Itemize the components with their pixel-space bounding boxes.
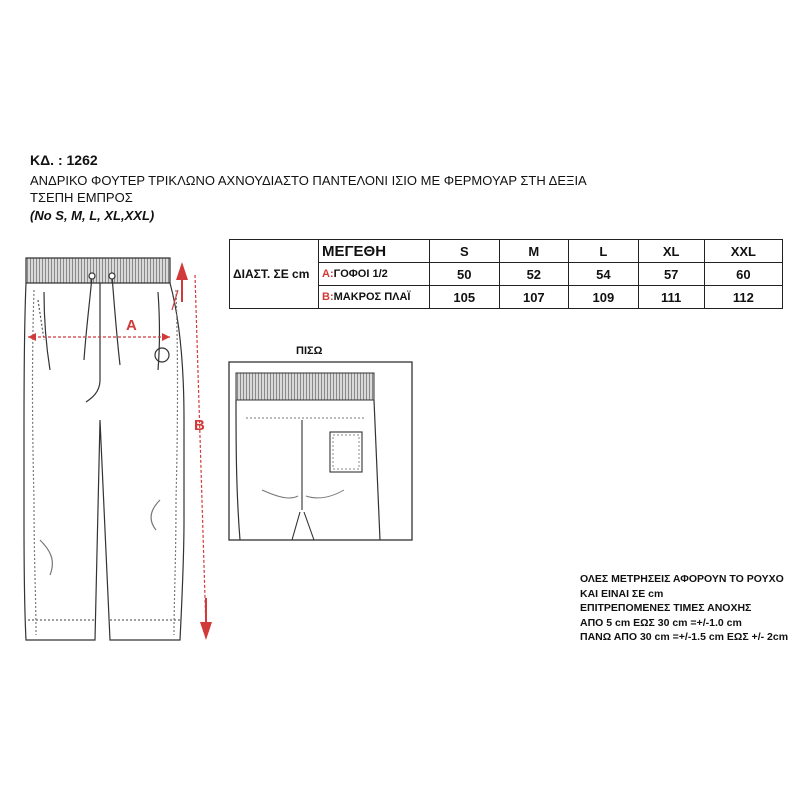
front-fly: [86, 283, 100, 402]
note-line: ΟΛΕΣ ΜΕΤΡΗΣΕΙΣ ΑΦΟΡΟΥΝ ΤΟ ΡΟΥΧΟ: [580, 573, 784, 585]
size-m: M: [499, 240, 569, 263]
back-view-drawing: [229, 362, 412, 540]
available-sizes-note: (No S, M, L, XL,XXL): [30, 208, 155, 223]
zip-pull-icon: [155, 348, 169, 362]
front-pants-drawing: [24, 258, 184, 640]
value-cell: 112: [704, 286, 782, 309]
product-code: ΚΔ. : 1262: [30, 152, 98, 168]
value-cell: 105: [430, 286, 500, 309]
units-label: ΔΙΑΣΤ. ΣΕ cm: [230, 240, 319, 309]
value-cell: 109: [569, 286, 639, 309]
note-line: ΠΑΝΩ ΑΠΟ 30 cm =+/-1.5 cm ΕΩΣ +/- 2cm: [580, 631, 789, 643]
measurement-b-line: [176, 262, 212, 640]
sizes-header-label: ΜΕΓΕΘΗ: [319, 240, 430, 263]
label-a: A: [126, 317, 137, 334]
eyelet-right: [109, 273, 115, 279]
back-waistband: [236, 373, 374, 400]
front-knee-fold-left: [40, 540, 52, 575]
drawcord-left: [84, 276, 92, 360]
size-l: L: [569, 240, 639, 263]
note-line: ΑΠΟ 5 cm ΕΩΣ 30 cm =+/-1.0 cm: [580, 616, 742, 629]
row-letter-b: B:: [322, 291, 334, 303]
row-letter-a: A:: [322, 268, 334, 280]
product-description-line1: ΑΝΔΡΙΚΟ ΦΟΥΤΕΡ ΤΡΙΚΛΩΝΟ ΑΧΝΟΥΔΙΑΣΤΟ ΠΑΝΤΕΛΟΝΙ ΙΣΙΟ ΜΕ ΦΕΡΜΟΥΑΡ ΣΤΗ ΔΕΞΙΑ: [30, 173, 587, 188]
front-right-seam: [174, 290, 178, 635]
value-cell: 50: [430, 263, 500, 286]
back-view-label: ΠΙΣΩ: [296, 345, 323, 357]
note-line: ΕΠΙΤΡΕΠΟΜΕΝΕΣ ΤΙΜΕΣ ΑΝΟΧΗΣ: [580, 602, 752, 614]
value-cell: 52: [499, 263, 569, 286]
row-name-hips: ΓΟΦΟΙ 1/2: [333, 268, 388, 280]
measurement-a-line: [28, 290, 178, 341]
size-xl: XL: [638, 240, 704, 263]
front-right-pocket: [158, 292, 160, 370]
value-cell: 54: [569, 263, 639, 286]
label-b: B: [194, 417, 205, 434]
row-name-side-length: ΜΑΚΡΟΣ ΠΛΑΪ: [333, 291, 411, 303]
front-knee-fold-right: [151, 500, 160, 530]
front-waistband: [26, 258, 170, 283]
note-line: ΚΑΙ ΕΙΝΑΙ ΣΕ cm: [580, 587, 664, 600]
eyelet-left: [89, 273, 95, 279]
product-description-line2: ΤΣΕΠΗ ΕΜΠΡΟΣ: [30, 190, 133, 205]
drawcord-right: [112, 276, 120, 365]
value-cell: 60: [704, 263, 782, 286]
measurement-notes: [580, 572, 788, 645]
front-left-seam: [33, 290, 37, 635]
value-cell: 111: [638, 286, 704, 309]
front-zipper: [38, 300, 44, 340]
size-xxl: XXL: [704, 240, 782, 263]
value-cell: 107: [499, 286, 569, 309]
size-s: S: [430, 240, 500, 263]
value-cell: 57: [638, 263, 704, 286]
front-left-pocket: [44, 292, 50, 370]
